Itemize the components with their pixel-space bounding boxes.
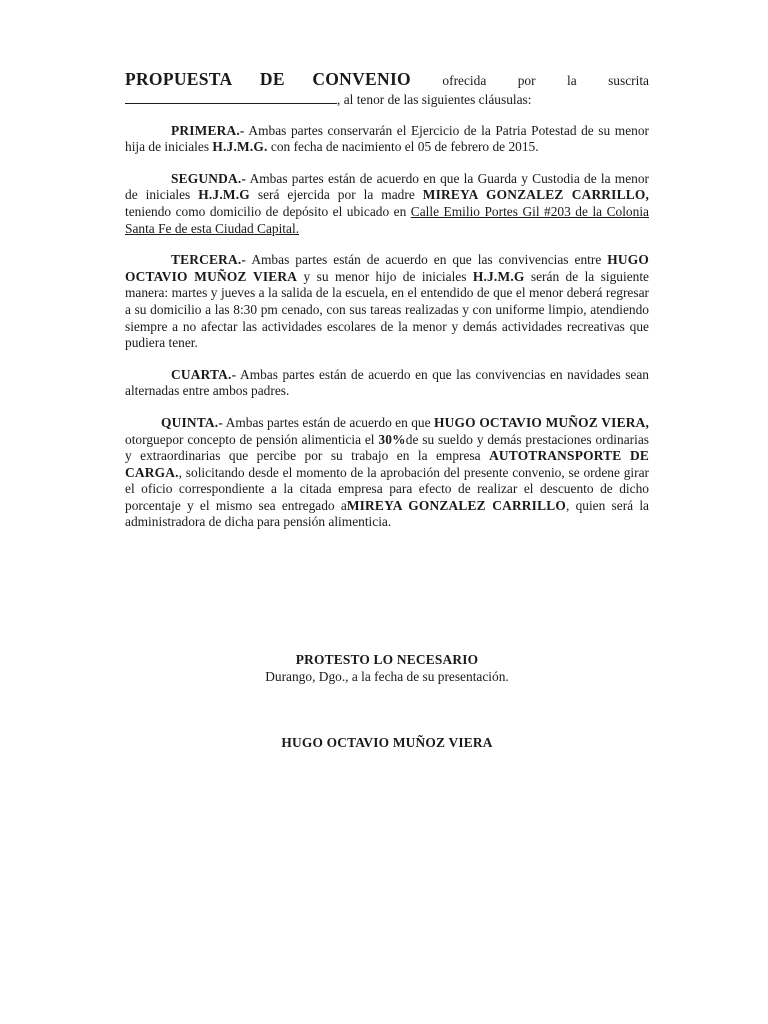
clause-text: Ambas partes están de acuerdo en que las convivencias entre: [246, 252, 608, 268]
intro-line-2: [125, 92, 649, 109]
intro-word-2: por: [517, 73, 536, 88]
clause-text: Ambas partes están de acuerdo en que la Guarda y Custodia de la menor de iniciales: [125, 170, 649, 203]
clause-text: de su sueldo y demás prestaciones ordinarias y extraordinarias que percibe por su trabajo en la empresa: [125, 431, 649, 464]
clause-text: serán de la siguiente manera: martes y jueves a la salida de la escuela, en el entendido de que el menor deberá regresar a su domicilio a las 8:30 pm cenado, con sus tareas realizadas y con uniforme limpio, atendiendo siempre a no afectar las actividades escolares de la menor y demás actividades recreativas que pudiera tener.: [125, 268, 650, 351]
initials: H.J.M.G.: [212, 139, 268, 155]
intro-paragraph: [125, 70, 649, 109]
document-body: [125, 70, 649, 546]
clause-text: Ambas partes están de acuerdo en que: [222, 414, 434, 430]
clause-text: , solicitando desde el momento de la aprobación del presente convenio, se ordene girar el oficio correspondiente a la citada empresa para efecto de realizar el descuento de dicho porcentaje y el mismo sea entregado a: [125, 464, 649, 513]
clause-text: Ambas partes conservarán el Ejercicio de la Patria Potestad de su menor hija de iniciales: [125, 122, 649, 155]
clause-text: teniendo como domicilio de depósito el ubicado en: [125, 203, 411, 219]
address: Calle Emilio Portes Gil #203 de la Colonia Santa Fe de esta Ciudad Capital.: [125, 203, 649, 236]
clause-cuarta: [125, 367, 649, 400]
clause-text: será ejercida por la madre: [249, 187, 423, 203]
clause-label: TERCERA.-: [171, 252, 247, 268]
title-word-3: CONVENIO: [312, 69, 411, 89]
intro-word-1: ofrecida: [442, 73, 487, 88]
closing-block: [125, 652, 649, 685]
clause-segunda: [125, 171, 649, 237]
place-date: Durango, Dgo., a la fecha de su presentación.: [265, 668, 509, 684]
title-word-1: PROPUESTA: [125, 69, 233, 89]
intro-line-1: [125, 70, 649, 90]
clause-label: SEGUNDA.-: [171, 170, 247, 186]
father-name: HUGO OCTAVIO MUÑOZ VIERA,: [433, 414, 649, 430]
signature-block: [125, 735, 649, 752]
clause-label: CUARTA.-: [171, 366, 237, 382]
intro-tail: , al tenor de las siguientes cláusulas:: [337, 92, 532, 107]
clause-text: Ambas partes están de acuerdo en que las convivencias en navidades sean alternadas entre ambos padres.: [125, 366, 649, 399]
mother-name: MIREYA GONZALEZ CARRILLO: [346, 497, 566, 513]
initials: H.J.M.G: [198, 187, 250, 203]
clause-quinta: [125, 415, 649, 531]
intro-word-3: la: [567, 73, 577, 88]
clause-label: PRIMERA.-: [171, 122, 245, 138]
clause-tercera: [125, 252, 649, 352]
clause-primera: [125, 123, 649, 156]
father-name: HUGO OCTAVIO MUÑOZ VIERA: [125, 252, 649, 284]
clause-text: y su menor hijo de iniciales: [297, 268, 473, 284]
protesto-heading: PROTESTO LO NECESARIO: [295, 652, 479, 667]
title-word-2: DE: [259, 69, 285, 89]
clause-label: QUINTA.-: [161, 414, 223, 430]
percentage: 30%: [378, 431, 406, 447]
signer-name: HUGO OCTAVIO MUÑOZ VIERA: [281, 735, 493, 750]
clause-text: , quien será la administradora de dicha para pensión alimenticia.: [125, 497, 650, 530]
mother-name: MIREYA GONZALEZ CARRILLO,: [422, 187, 650, 203]
clause-text: con fecha de nacimiento el 05 de febrero de 2015.: [267, 139, 539, 155]
document-title: [125, 70, 411, 89]
intro-word-4: suscrita: [608, 73, 649, 88]
initials: H.J.M.G: [472, 268, 525, 284]
name-blank-line: [125, 92, 337, 104]
company-name: AUTOTRANSPORTE DE CARGA.: [125, 448, 650, 480]
clause-text: otorguepor concepto de pensión alimenticia el: [125, 431, 379, 447]
